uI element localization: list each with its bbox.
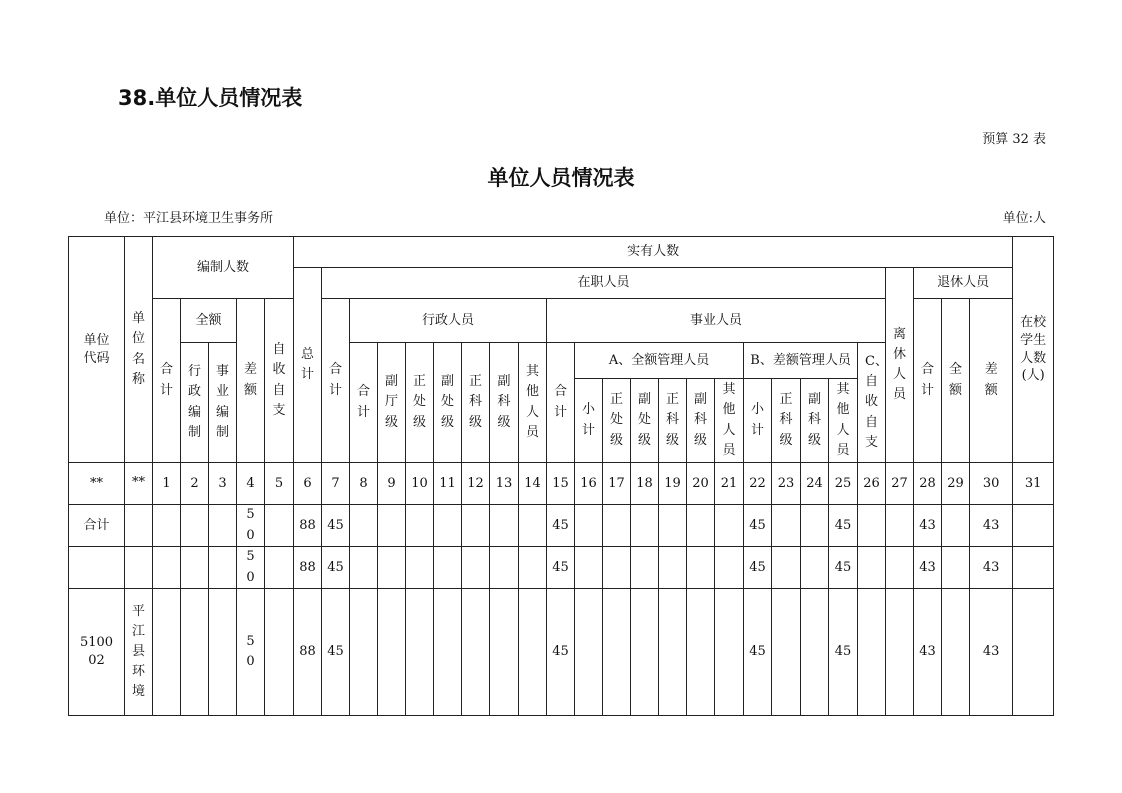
index-cell: 26 — [858, 463, 886, 505]
header-inst-staffing: 事业编制 — [209, 343, 237, 463]
header-students: 在校学生人数(人) — [1013, 237, 1054, 463]
header-full-amount: 全额 — [181, 299, 237, 343]
row-diff: 50 — [237, 505, 265, 547]
header-a-group: A、全额管理人员 — [575, 343, 744, 379]
row-code: 510002 — [69, 589, 125, 716]
index-cell: 3 — [209, 463, 237, 505]
index-cell: 29 — [942, 463, 970, 505]
row-name: 平江县环境 — [125, 589, 153, 716]
index-cell: 27 — [886, 463, 914, 505]
index-cell: 16 — [575, 463, 603, 505]
index-cell: 10 — [406, 463, 434, 505]
index-cell: 22 — [744, 463, 772, 505]
personnel-table — [68, 236, 1054, 716]
index-cell: 9 — [378, 463, 406, 505]
index-cell: 31 — [1013, 463, 1054, 505]
row-code: 合计 — [69, 505, 125, 547]
header-grand-total: 总计 — [294, 268, 322, 463]
table-row — [69, 547, 1054, 589]
header-ret-diff: 差额 — [970, 299, 1013, 463]
header-emp-total: 合计 — [322, 299, 350, 463]
row-b-subtotal: 45 — [744, 589, 772, 716]
header-b-deputy-section: 副科级 — [801, 379, 829, 463]
form-code: 预算 32 表 — [982, 132, 1046, 147]
row-emp-total: 45 — [322, 547, 350, 589]
index-cell: 5 — [265, 463, 294, 505]
header-unit-name: 单位名称 — [125, 237, 153, 463]
header-b-section: 正科级 — [772, 379, 801, 463]
unit-measure-label: 单位:人 — [1002, 211, 1046, 226]
index-cell: 28 — [914, 463, 942, 505]
header-a-subtotal: 小计 — [575, 379, 603, 463]
header-a-division: 正处级 — [603, 379, 631, 463]
row-ret-total: 43 — [914, 505, 942, 547]
header-inst-staff: 事业人员 — [547, 299, 886, 343]
row-inst-total: 45 — [547, 547, 575, 589]
row-name — [125, 547, 153, 589]
header-admin-staff: 行政人员 — [350, 299, 547, 343]
index-cell: 14 — [519, 463, 547, 505]
index-cell: 30 — [970, 463, 1013, 505]
header-a-deputy-section: 副科级 — [687, 379, 715, 463]
header-b-other: 其他人员 — [829, 379, 858, 463]
row-b-other: 45 — [829, 547, 858, 589]
table-row — [69, 505, 1054, 547]
header-admin-staffing: 行政编制 — [181, 343, 209, 463]
header-inst-total: 合计 — [547, 343, 575, 463]
header-adm-total: 合计 — [350, 343, 378, 463]
header-a-section: 正科级 — [659, 379, 687, 463]
index-cell: ** — [69, 463, 125, 505]
row-inst-total: 45 — [547, 505, 575, 547]
index-row — [69, 463, 1054, 505]
row-diff: 50 — [237, 589, 265, 716]
index-cell: 21 — [715, 463, 744, 505]
row-ret-total: 43 — [914, 589, 942, 716]
row-ret-diff: 43 — [970, 589, 1013, 716]
header-employed: 在职人员 — [322, 268, 886, 299]
index-cell: 15 — [547, 463, 575, 505]
row-ret-diff: 43 — [970, 505, 1013, 547]
index-cell: 8 — [350, 463, 378, 505]
header-actual: 实有人数 — [294, 237, 1013, 268]
index-cell: 12 — [462, 463, 490, 505]
row-ret-diff: 43 — [970, 547, 1013, 589]
header-retired-off: 离休人员 — [886, 268, 914, 463]
index-cell: 19 — [659, 463, 687, 505]
header-b-subtotal: 小计 — [744, 379, 772, 463]
row-b-subtotal: 45 — [744, 505, 772, 547]
table-row — [69, 589, 1054, 716]
row-inst-total: 45 — [547, 589, 575, 716]
header-staffing: 编制人数 — [153, 237, 294, 299]
index-cell: 13 — [490, 463, 519, 505]
unit-name-label: 单位：平江县环境卫生事务所 — [104, 211, 274, 226]
index-cell: 11 — [434, 463, 462, 505]
header-diff-amount: 差额 — [237, 299, 265, 463]
row-emp-total: 45 — [322, 589, 350, 716]
row-emp-total: 45 — [322, 505, 350, 547]
header-b-group: B、差额管理人员 — [744, 343, 858, 379]
index-cell: 17 — [603, 463, 631, 505]
header-ret-full: 全额 — [942, 299, 970, 463]
index-cell: 1 — [153, 463, 181, 505]
header-section: 正科级 — [462, 343, 490, 463]
index-cell: 6 — [294, 463, 322, 505]
row-b-other: 45 — [829, 505, 858, 547]
index-cell: 24 — [801, 463, 829, 505]
row-code — [69, 547, 125, 589]
header-deputy-section: 副科级 — [490, 343, 519, 463]
header-other: 其他人员 — [519, 343, 547, 463]
index-cell: 25 — [829, 463, 858, 505]
table-title: 单位人员情况表 — [487, 166, 635, 190]
index-cell: 18 — [631, 463, 659, 505]
header-c-self: C、自收自支 — [858, 343, 886, 463]
row-b-subtotal: 45 — [744, 547, 772, 589]
header-division: 正处级 — [406, 343, 434, 463]
index-cell: 7 — [322, 463, 350, 505]
index-cell: 20 — [687, 463, 715, 505]
index-cell: 2 — [181, 463, 209, 505]
row-diff: 50 — [237, 547, 265, 589]
row-ret-total: 43 — [914, 547, 942, 589]
header-staff-total: 合计 — [153, 299, 181, 463]
index-cell: ** — [125, 463, 153, 505]
document-heading: 38.单位人员情况表 — [118, 86, 303, 110]
row-total: 88 — [294, 505, 322, 547]
header-self-funded: 自收自支 — [265, 299, 294, 463]
row-total: 88 — [294, 589, 322, 716]
header-retired: 退休人员 — [914, 268, 1013, 299]
row-b-other: 45 — [829, 589, 858, 716]
header-unit-code: 单位代码 — [69, 237, 125, 463]
header-deputy-bureau: 副厅级 — [378, 343, 406, 463]
index-cell: 23 — [772, 463, 801, 505]
header-a-deputy-division: 副处级 — [631, 379, 659, 463]
row-total: 88 — [294, 547, 322, 589]
row-name — [125, 505, 153, 547]
header-ret-total: 合计 — [914, 299, 942, 463]
index-cell: 4 — [237, 463, 265, 505]
header-a-other: 其他人员 — [715, 379, 744, 463]
header-deputy-division: 副处级 — [434, 343, 462, 463]
